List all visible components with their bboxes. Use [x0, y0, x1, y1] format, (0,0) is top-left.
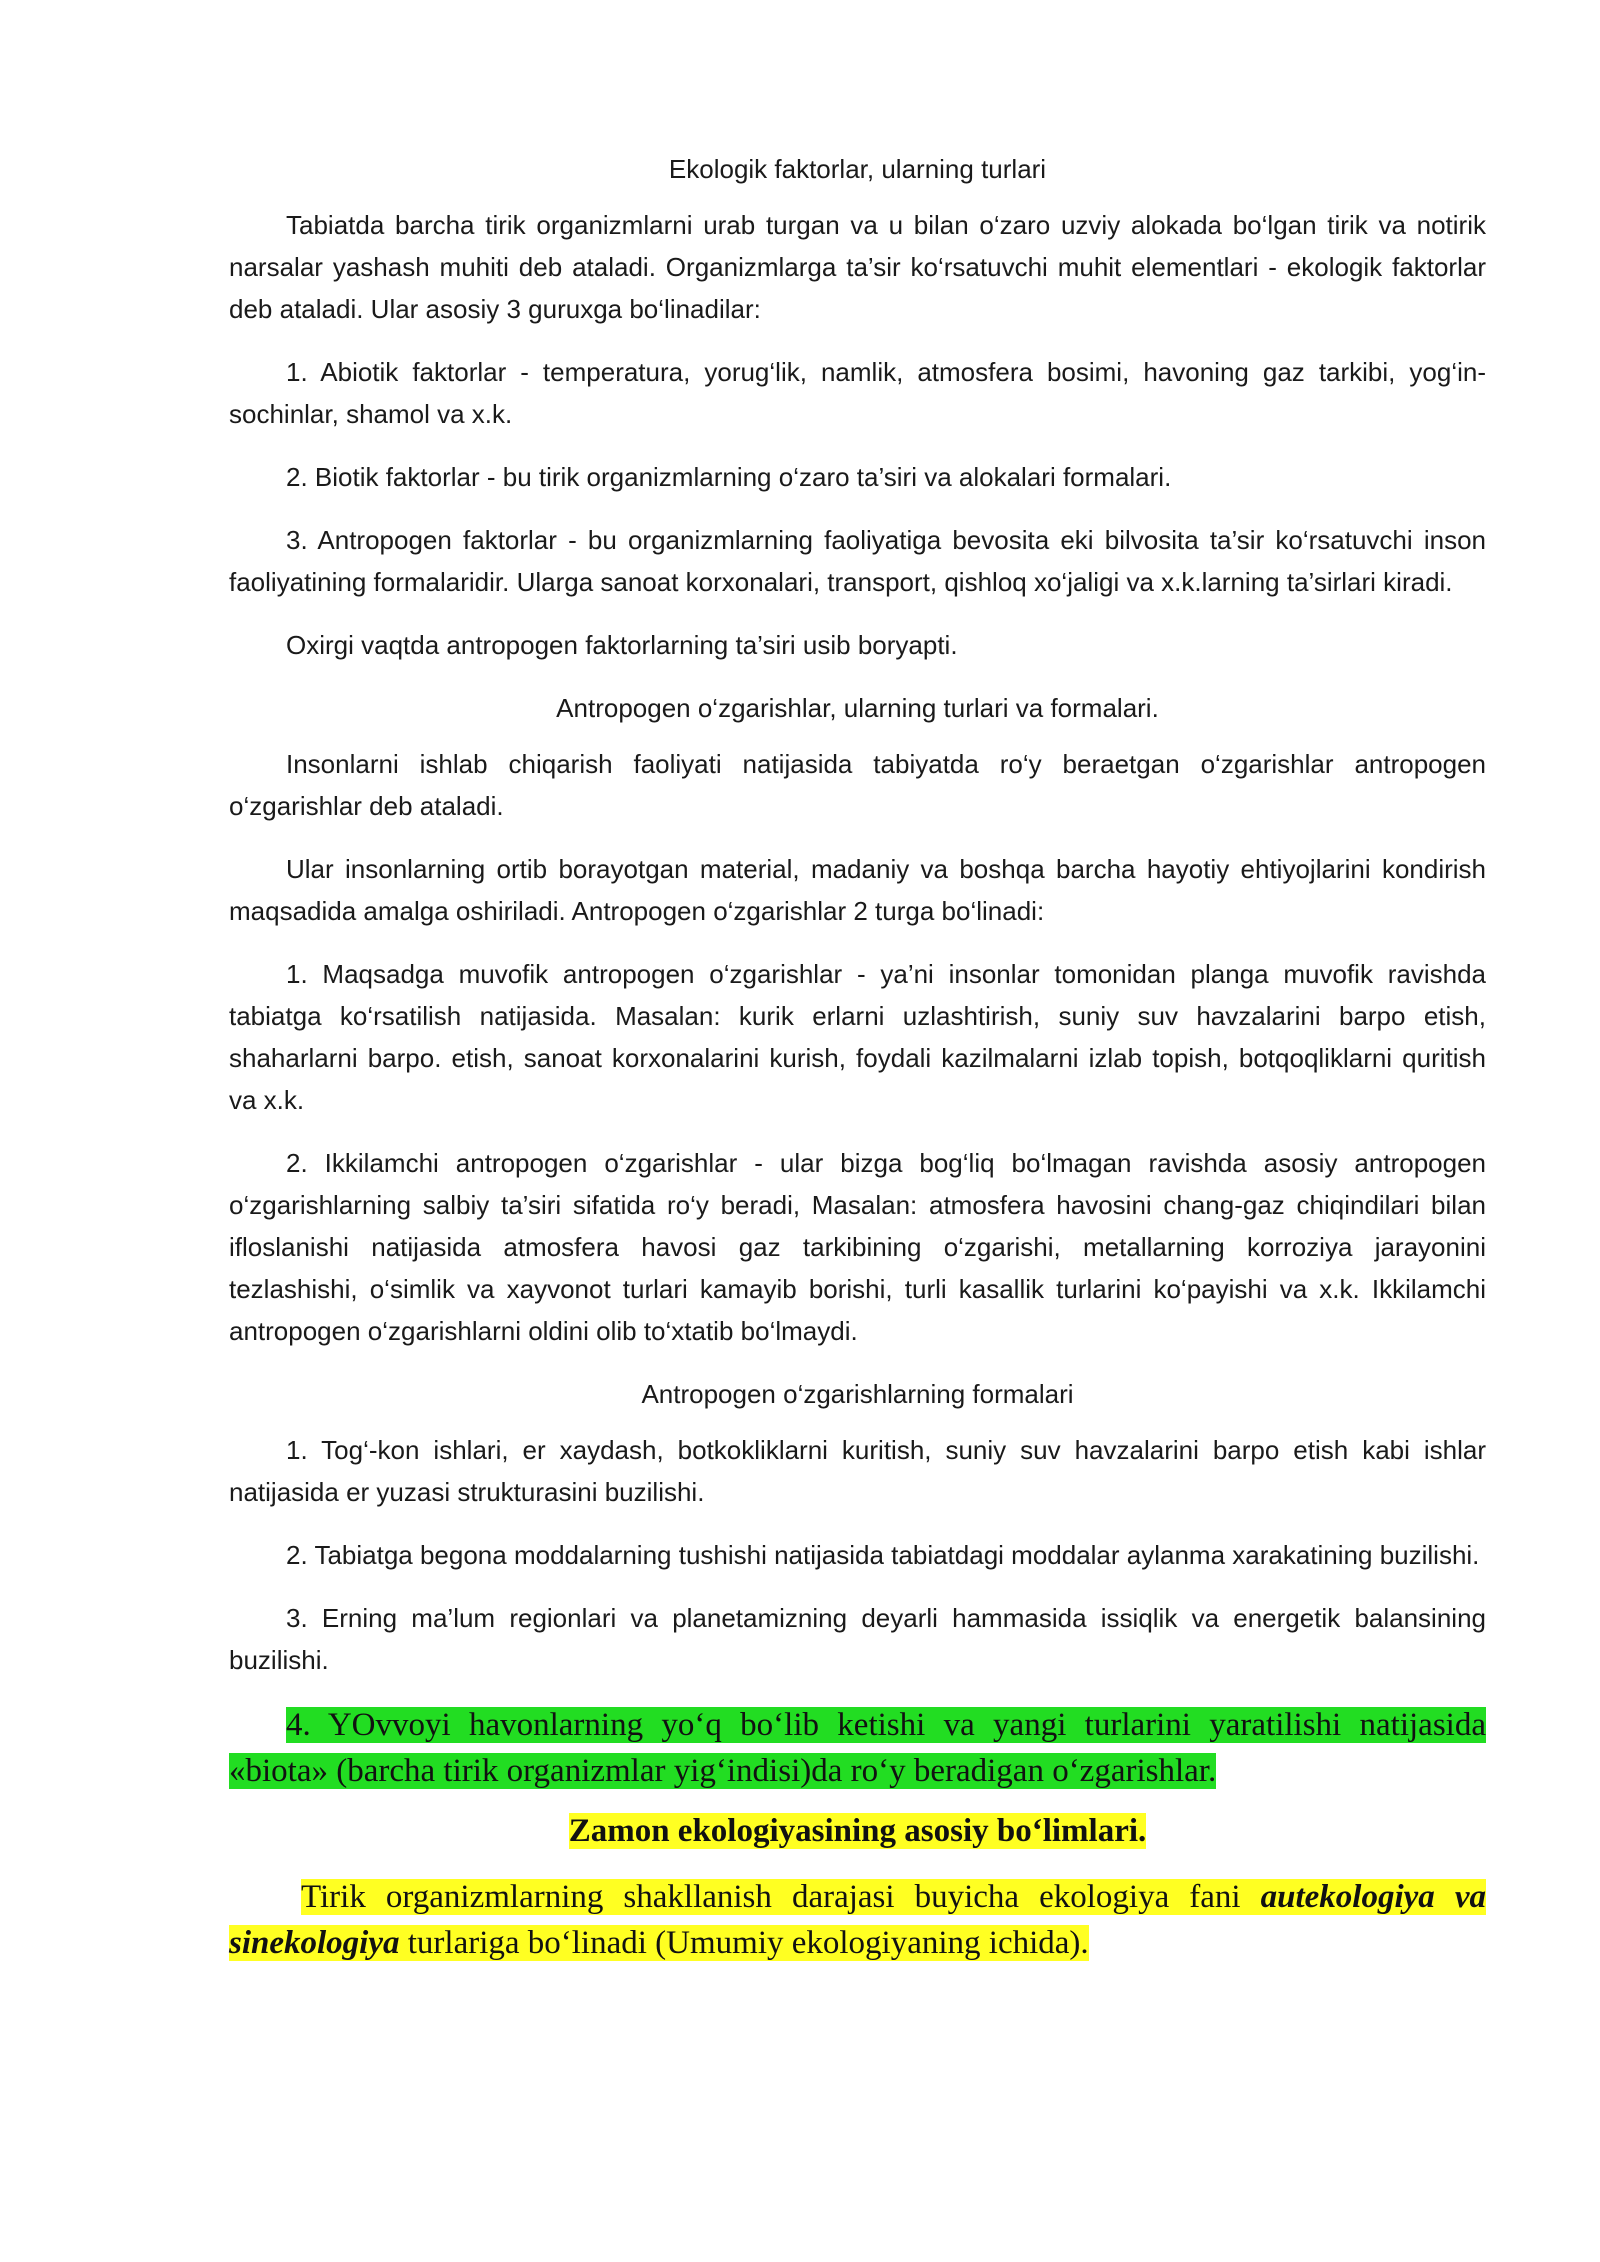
form-item-3: 3. Erning ma’lum regionlari va planetamizning deyarli hammasida issiqlik va energetik balansining buzilishi.	[229, 1603, 1486, 1675]
factor-anthropogenic: 3. Antropogen faktorlar - bu organizmlarning faoliyatiga bevosita eki bilvosita ta’sir ko‘rsatuvchi inson faoliyatining formalaridir. Ularga sanoat korxonalari, transport, qishloq xo‘jaligi va x.k.larning ta’sirlari kiradi.	[229, 525, 1486, 597]
term-autecology: autekologiya	[1260, 1879, 1435, 1915]
factor-biotic: 2. Biotik faktorlar - bu tirik organizmlarning o‘zaro ta’siri va alokalari formalari.	[286, 462, 1172, 492]
green-highlight-text: 4. YOvvoyi havonlarning yo‘q bo‘lib ketishi va yangi turlarini yaratilishi natijasida «biota» (barcha tirik organizmlar yig‘indisi)da ro‘y beradigan o‘zgarishlar.	[229, 1707, 1486, 1789]
changes-type-purposeful: 1. Maqsadga muvofik antropogen o‘zgarishlar - ya’ni insonlar tomonidan planga muvofik ravishda tabiatga ko‘rsatilish natijasida. Masalan: kurik erlarni uzlashtirish, suniy suv havzalarini barpo etish, shaharlarni barpo. etish, sanoat korxonalarini kurish, foydali kazilmalarni izlab topish, botqoqliklarni quritish va x.k.	[229, 959, 1486, 1115]
ecology-branches-paragraph	[229, 1874, 1486, 1966]
term-synecology: sinekologiya	[229, 1925, 400, 1961]
yellow-highlight-heading: Zamon ekologiyasining asosiy bo‘limlari.	[568, 1813, 1147, 1849]
branches-text-start: Tirik organizmlarning shakllanish darajasi buyicha ekologiya fani	[301, 1879, 1261, 1915]
document-page	[229, 148, 1486, 1966]
document-title: Ekologik faktorlar, ularning turlari	[668, 154, 1047, 184]
term-connector: va	[1434, 1879, 1486, 1915]
form-item-2: 2. Tabiatga begona moddalarning tushishi natijasida tabiatdagi moddalar aylanma xarakatining buzilishi.	[286, 1540, 1480, 1570]
intro-paragraph: Tabiatda barcha tirik organizmlarni urab turgan va u bilan o‘zaro uzviy alokada bo‘lgan tirik va notirik narsalar yashash muhiti deb ataladi. Organizmlarga ta’sir ko‘rsatuvchi muhit elementlari - ekologik faktorlar deb ataladi. Ular asosiy 3 guruxga bo‘linadilar:	[229, 210, 1486, 324]
changes-definition: Insonlarni ishlab chiqarish faoliyati natijasida tabiyatda ro‘y beraetgan o‘zgarishlar antropogen o‘zgarishlar deb ataladi.	[229, 749, 1486, 821]
yellow-highlight-text	[229, 1879, 1486, 1961]
form-item-4-highlighted	[229, 1702, 1486, 1794]
branches-text-end: turlariga bo‘linadi (Umumiy ekologiyaning ichida).	[399, 1925, 1089, 1961]
factor-note: Oxirgi vaqtda antropogen faktorlarning ta’siri usib boryapti.	[286, 630, 958, 660]
section-heading-forms: Antropogen o‘zgarishlarning formalari	[641, 1379, 1074, 1409]
section-heading-ecology-branches	[229, 1808, 1486, 1854]
factor-abiotic: 1. Abiotik faktorlar - temperatura, yorug‘lik, namlik, atmosfera bosimi, havoning gaz tarkibi, yog‘in-sochinlar, shamol va x.k.	[229, 357, 1486, 429]
changes-purpose: Ular insonlarning ortib borayotgan material, madaniy va boshqa barcha hayotiy ehtiyojlarini kondirish maqsadida amalga oshiriladi. Antropogen o‘zgarishlar 2 turga bo‘linadi:	[229, 854, 1486, 926]
form-item-1: 1. Tog‘-kon ishlari, er xaydash, botkokliklarni kuritish, suniy suv havzalarini barpo etish kabi ishlar natijasida er yuzasi strukturasini buzilishi.	[229, 1435, 1486, 1507]
changes-type-secondary: 2. Ikkilamchi antropogen o‘zgarishlar - ular bizga bog‘liq bo‘lmagan ravishda asosiy antropogen o‘zgarishlarning salbiy ta’siri sifatida ro‘y beradi, Masalan: atmosfera havosini chang-gaz chiqindilari bilan ifloslanishi natijasida atmosfera havosi gaz tarkibining o‘zgarishi, metallarning korroziya jarayonini tezlashishi, o‘simlik va xayvonot turlari kamayib borishi, turli kasallik turlarini ko‘payishi va x.k. Ikkilamchi antropogen o‘zgarishlarni oldini olib to‘xtatib bo‘lmaydi.	[229, 1148, 1486, 1346]
section-heading-changes: Antropogen o‘zgarishlar, ularning turlari va formalari.	[556, 693, 1159, 723]
